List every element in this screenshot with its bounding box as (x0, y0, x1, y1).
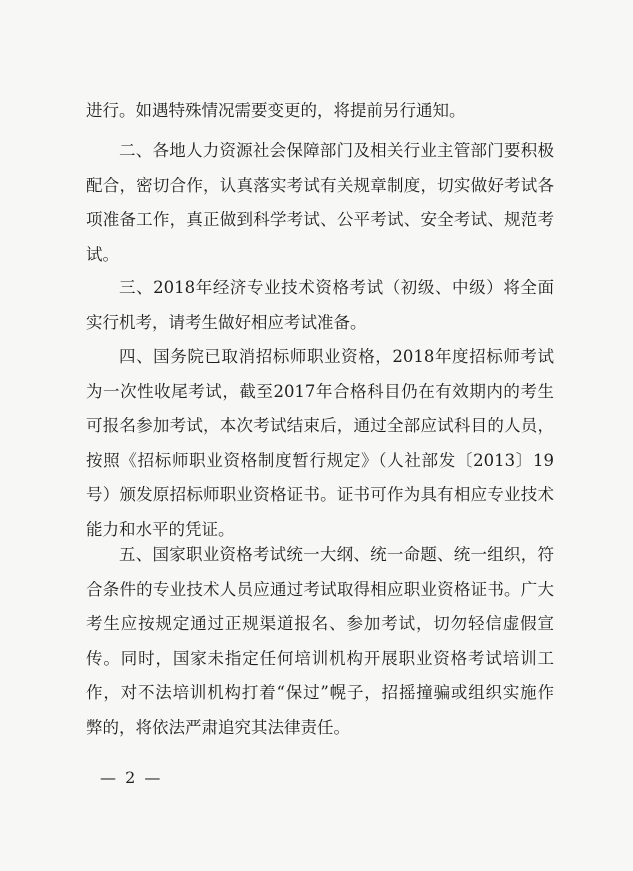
text-line: 按照《招标师职业资格制度暂行规定》（人社部发〔2013〕19 (86, 450, 554, 470)
text-line: 考生应按规定通过正规渠道报名、参加考试，切勿轻信虚假宣 (86, 614, 554, 633)
text-line: 弊的，将依法严肃追究其法律责任。 (86, 717, 350, 737)
paragraph-item-4 (86, 340, 554, 547)
text-line: 进行。如遇特殊情况需要变更的，将提前另行通知。 (86, 101, 466, 120)
paragraph-continuation (86, 94, 554, 129)
text-line: 五、国家职业资格考试统一大纲、统一命题、统一组织，符 (119, 545, 554, 564)
text-line: 号）颁发原招标师职业资格证书。证书可作为具有相应专业技术 (86, 485, 554, 504)
text-line: 合条件的专业技术人员应通过考试取得相应职业资格证书。广大 (86, 579, 554, 599)
paragraph-item-5 (86, 538, 554, 745)
text-line: 配合，密切合作，认真落实考试有关规章制度，切实做好考试各 (86, 175, 554, 195)
text-line: 四、国务院已取消招标师职业资格，2018年度招标师考试 (119, 347, 554, 366)
text-line: 作，对不法培训机构打着“保过”幌子，招摇撞骗或组织实施作 (86, 683, 554, 702)
paragraph-item-2 (86, 134, 554, 272)
page-number: — 2 — (100, 768, 163, 787)
text-line: 实行机考，请考生做好相应考试准备。 (86, 312, 367, 332)
text-line: 项准备工作，真正做到科学考试、公平考试、安全考试、规范考 (86, 210, 554, 229)
text-line: 能力和水平的凭证。 (86, 519, 235, 539)
text-line: 三、2018年经济专业技术资格考试（初级、中级）将全面 (119, 278, 554, 297)
text-line: 二、各地人力资源社会保障部门及相关行业主管部门要积极 (119, 141, 554, 160)
text-line: 可报名参加考试，本次考试结束后，通过全部应试科目的人员， (86, 416, 554, 435)
text-line: 试。 (86, 244, 119, 264)
text-line: 传。同时，国家未指定任何培训机构开展职业资格考试培训工 (86, 648, 554, 668)
paragraph-item-3 (86, 271, 554, 340)
text-line: 为一次性收尾考试，截至2017年合格科目仍在有效期内的考生 (86, 381, 554, 401)
